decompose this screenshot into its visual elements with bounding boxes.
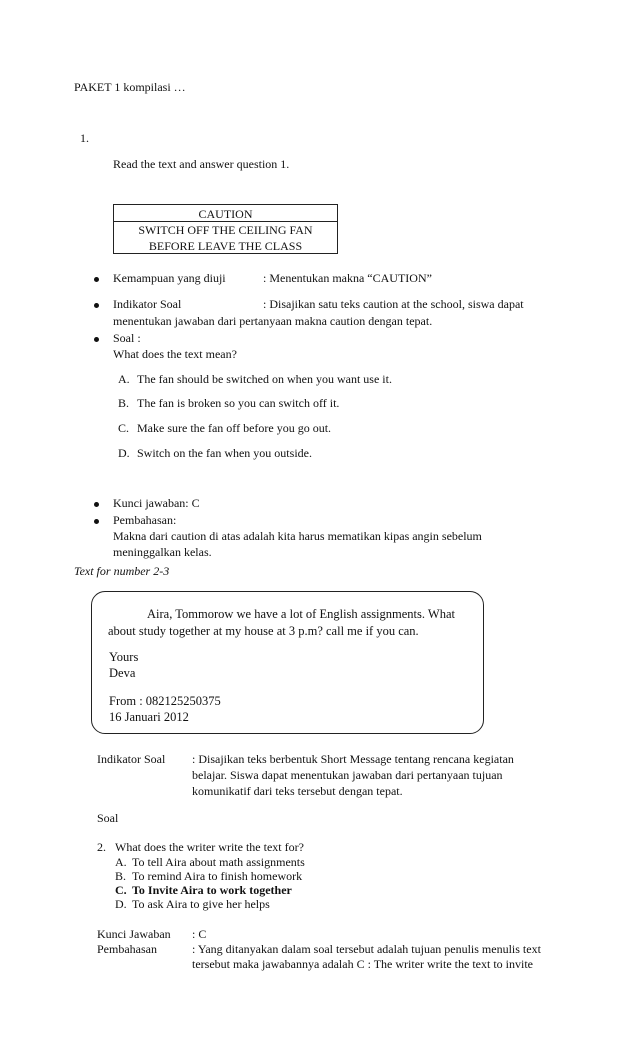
pembahasan-line-2: meninggalkan kelas. <box>113 545 212 559</box>
kunci-jawaban: Kunci jawaban: C <box>113 496 200 510</box>
caution-divider <box>114 221 337 222</box>
kemampuan-label: Kemampuan yang diuji <box>113 271 226 285</box>
q2-option-a-letter: A. <box>115 855 127 869</box>
q2-option-c-letter: C. <box>115 883 127 897</box>
section-heading: Text for number 2-3 <box>74 564 170 578</box>
bullet-icon <box>94 502 99 507</box>
q2-option-a-text: To tell Aira about math assignments <box>132 855 305 869</box>
question-1-text: What does the text mean? <box>113 347 237 361</box>
bullet-icon <box>94 277 99 282</box>
question-2-text: What does the writer write the text for? <box>115 840 304 854</box>
indikator-2-line-2: belajar. Siswa dapat menentukan jawaban dari pertanyaan tujuan <box>192 768 503 782</box>
question-2-number: 2. <box>97 840 106 854</box>
caution-title: CAUTION <box>198 207 253 221</box>
q2-option-d-text: To ask Aira to give her helps <box>132 897 270 911</box>
pembahasan-2-line-1: : Yang ditanyakan dalam soal tersebut adalah tujuan penulis menulis text <box>192 942 541 956</box>
message-line-1: Aira, Tommorow we have a lot of English assignments. What <box>147 607 455 621</box>
bullet-icon <box>94 303 99 308</box>
indikator-value-2: menentukan jawaban dari pertanyaan makna caution dengan tepat. <box>113 314 433 328</box>
option-c-text: Make sure the fan off before you go out. <box>137 421 332 435</box>
bullet-icon <box>94 337 99 342</box>
question-1-instruction: Read the text and answer question 1. <box>113 157 290 171</box>
soal-label: Soal : <box>113 331 141 345</box>
indikator-2-line-3: komunikatif dari teks tersebut dengan tepat. <box>192 784 403 798</box>
option-d-text: Switch on the fan when you outside. <box>137 446 312 460</box>
kemampuan-value: : Menentukan makna “CAUTION” <box>263 271 432 285</box>
option-b-letter: B. <box>118 396 130 410</box>
option-b-text: The fan is broken so you can switch off it. <box>137 396 340 410</box>
message-from: From : 082125250375 <box>109 694 221 708</box>
bullet-icon <box>94 519 99 524</box>
pembahasan-2-line-2: tersebut maka jawabannya adalah C : The writer write the text to invite <box>192 957 533 971</box>
message-line-2: about study together at my house at 3 p.m? call me if you can. <box>108 624 419 638</box>
option-c-letter: C. <box>118 421 130 435</box>
page-title: PAKET 1 kompilasi … <box>74 80 186 94</box>
caution-line-1: SWITCH OFF THE CEILING FAN <box>138 223 313 237</box>
q2-option-b-letter: B. <box>115 869 127 883</box>
kunci-2-value: : C <box>192 927 207 941</box>
pembahasan-line-1: Makna dari caution di atas adalah kita harus mematikan kipas angin sebelum <box>113 529 482 543</box>
kunci-2-label: Kunci Jawaban <box>97 927 171 941</box>
option-a-text: The fan should be switched on when you want use it. <box>137 372 392 386</box>
message-yours: Yours <box>109 650 139 664</box>
pembahasan-2-label: Pembahasan <box>97 942 157 956</box>
indikator-label: Indikator Soal <box>113 297 182 311</box>
pembahasan-label: Pembahasan: <box>113 513 177 527</box>
caution-box <box>113 204 338 254</box>
soal-2-label: Soal <box>97 811 119 825</box>
option-a-letter: A. <box>118 372 130 386</box>
indikator-value-1: : Disajikan satu teks caution at the school, siswa dapat <box>263 297 524 311</box>
q2-option-b-text: To remind Aira to finish homework <box>132 869 303 883</box>
option-d-letter: D. <box>118 446 130 460</box>
indikator-2-line-1: : Disajikan teks berbentuk Short Message tentang rencana kegiatan <box>192 752 514 766</box>
indikator-2-label: Indikator Soal <box>97 752 166 766</box>
question-1-number: 1. <box>80 131 89 145</box>
message-sender: Deva <box>109 666 136 680</box>
caution-line-2: BEFORE LEAVE THE CLASS <box>148 239 303 253</box>
q2-option-c-text: To Invite Aira to work together <box>132 883 292 897</box>
q2-option-d-letter: D. <box>115 897 127 911</box>
message-date: 16 Januari 2012 <box>109 710 189 724</box>
